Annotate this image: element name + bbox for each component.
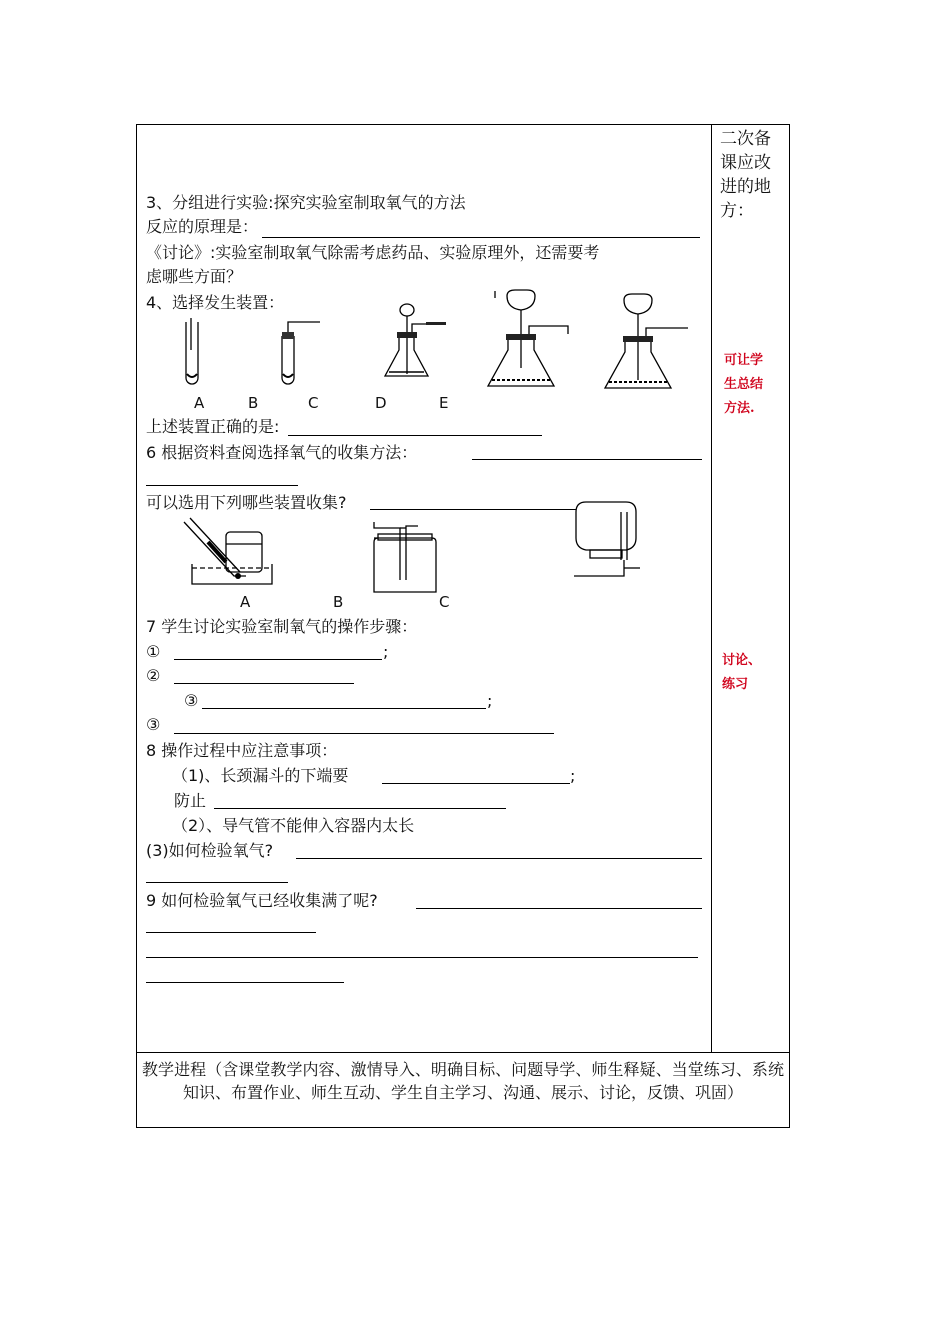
apparatus-label-c: C	[308, 394, 319, 412]
apparatus-label-b: B	[248, 394, 259, 412]
note-3-test-oxygen: (3)如何检验氧气?	[146, 841, 274, 860]
teaching-process-heading: 教学进程（含课堂教学内容、激情导入、明确目标、问题导学、师生释疑、当堂练习、系统知识、布置作业、师生互动、学生自主学习、沟通、展示、讨论，反馈、巩固）	[142, 1060, 784, 1102]
section-9-answer-line[interactable]	[416, 908, 702, 909]
note-prevent-answer-line[interactable]	[214, 808, 506, 809]
correct-apparatus-label: 上述装置正确的是:	[146, 417, 280, 436]
collection-method-answer-line[interactable]	[472, 459, 702, 460]
note-3-answer-line[interactable]	[296, 858, 702, 859]
note-1-semicolon: ;	[570, 766, 576, 785]
apparatus-e-conical-flask	[605, 294, 688, 388]
section-9-answer-line-4[interactable]	[146, 982, 344, 983]
note-3-answer-line-2[interactable]	[146, 882, 288, 883]
step-4-marker: ③	[146, 715, 161, 734]
revision-note-line: 进的地	[720, 177, 771, 197]
revision-note-line: 课应改	[720, 153, 771, 173]
collection-method-answer-line-2[interactable]	[146, 485, 298, 486]
apparatus-d-conical-flask	[488, 290, 568, 386]
note-2-delivery-tube: （2）、导气管不能伸入容器内太长	[172, 816, 415, 835]
section-6-title: 6 根据资料查阅选择氧气的收集方法：	[146, 443, 418, 462]
section-9-answer-line-2[interactable]	[146, 932, 316, 933]
step-3-semicolon: ;	[487, 691, 493, 710]
apparatus-label-e: E	[439, 394, 449, 412]
generator-apparatus-figure	[170, 288, 700, 396]
section-9-answer-line-3[interactable]	[146, 957, 698, 958]
step-2-marker: ②	[146, 666, 161, 685]
step-4-answer-line[interactable]	[174, 733, 554, 734]
revision-note-line: 方：	[720, 201, 754, 221]
section-8-title: 8 操作过程中应注意事项：	[146, 741, 338, 760]
section-9-question: 9 如何检验氧气已经收集满了呢?	[146, 891, 378, 910]
discussion-line: 《讨论》:实验室制取氧气除需考虑药品、实验原理外，还需要考	[146, 243, 600, 262]
collection-apparatus-figure	[178, 492, 648, 596]
step-3-marker: ③	[184, 691, 199, 710]
red-note-line: 可让学	[724, 353, 764, 368]
row-divider	[136, 1052, 790, 1053]
section-3-title: 3、分组进行实验:探究实验室制取氧气的方法	[146, 193, 466, 212]
note-1-answer-line[interactable]	[382, 783, 570, 784]
red-note-line: 生总结	[724, 377, 764, 392]
collection-b-bottle	[374, 522, 436, 592]
section-7-title: 7 学生讨论实验室制氧气的操作步骤：	[146, 617, 418, 636]
step-3-answer-line[interactable]	[202, 708, 486, 709]
step-2-answer-line[interactable]	[174, 683, 354, 684]
red-note-line: 方法.	[724, 401, 755, 416]
step-1-marker: ①	[146, 642, 161, 661]
principle-label: 反应的原理是：	[146, 217, 259, 236]
apparatus-label-d: D	[375, 394, 387, 412]
red-note-summary	[724, 349, 763, 421]
correct-apparatus-answer-line[interactable]	[288, 435, 542, 436]
principle-answer-line[interactable]	[262, 237, 700, 238]
red-note-line: 讨论、	[722, 653, 762, 668]
discussion-line: 虑哪些方面？	[146, 267, 243, 286]
apparatus-label-a: A	[194, 394, 205, 412]
apparatus-c-flask-funnel	[385, 304, 446, 376]
column-divider	[711, 124, 712, 1053]
collection-label-b: B	[333, 593, 344, 611]
revision-note-line: 二次备	[720, 129, 771, 149]
revision-note	[720, 127, 771, 223]
apparatus-b-tube-with-delivery	[282, 322, 320, 384]
collection-a-water-displacement	[184, 518, 272, 584]
collection-question: 可以选用下列哪些装置收集?	[146, 493, 347, 512]
step-1-answer-line[interactable]	[174, 659, 382, 660]
note-prevent-label: 防止	[174, 791, 207, 810]
apparatus-a-test-tube	[186, 318, 198, 384]
collection-label-a: A	[240, 593, 251, 611]
red-note-discussion	[722, 649, 761, 697]
section-4-title: 4、选择发生装置：	[146, 293, 285, 312]
red-note-line: 练习	[722, 677, 749, 692]
note-1-funnel: （1)、长颈漏斗的下端要	[172, 766, 349, 785]
collection-label-c: C	[439, 593, 450, 611]
collection-c-inverted-bottle	[574, 502, 640, 576]
step-1-semicolon: ;	[383, 642, 389, 661]
